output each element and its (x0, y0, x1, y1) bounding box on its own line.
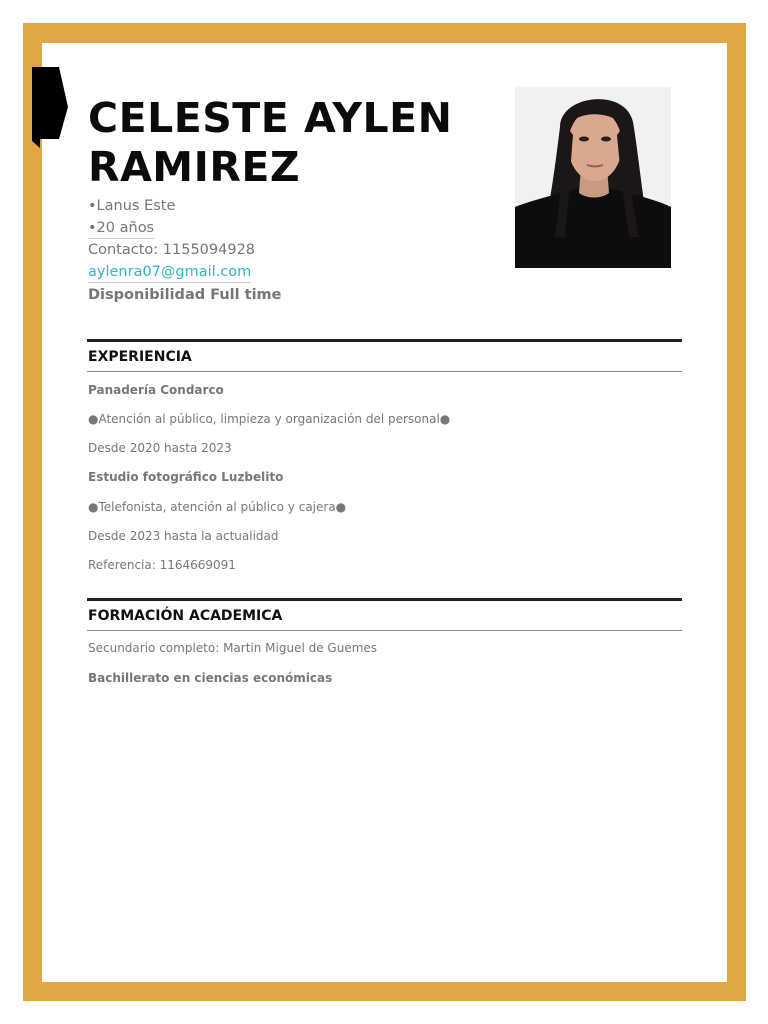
name-line-1: CELESTE AYLEN (88, 94, 453, 142)
job1-tasks: ●Atención al público, limpieza y organización del personal● (88, 412, 451, 426)
degree-text: Bachillerato en ciencias económicas (88, 671, 333, 685)
profile-photo (515, 87, 671, 268)
job2-period: Desde 2023 hasta la actualidad (88, 529, 279, 543)
age-text: •20 años (88, 219, 154, 239)
experience-heading: EXPERIENCIA (87, 342, 682, 372)
profile-photo-image (515, 87, 671, 268)
bookmark-tab-icon (32, 67, 68, 148)
email-link[interactable]: aylenra07@gmail.com (88, 263, 251, 283)
job2-tasks: ●Telefonista, atención al público y cajera● (88, 500, 347, 514)
personal-info (88, 196, 488, 306)
job1-period: Desde 2020 hasta 2023 (88, 441, 232, 455)
education-section (87, 598, 682, 631)
availability-text: Disponibilidad Full time (88, 287, 282, 303)
contact-text: Contacto: 1155094928 (88, 242, 256, 258)
candidate-name (88, 94, 508, 192)
job1-company: Panadería Condarco (88, 383, 224, 397)
name-line-2: RAMIREZ (88, 143, 301, 191)
experience-section (87, 339, 682, 372)
secondary-school: Secundario completo: Martin Miguel de Guemes (88, 641, 378, 655)
education-heading: FORMACIÓN ACADEMICA (87, 601, 682, 631)
location-text: •Lanus Este (88, 198, 176, 214)
reference-text: Referencia: 1164669091 (88, 558, 236, 572)
job2-company: Estudio fotográfico Luzbelito (88, 470, 284, 484)
